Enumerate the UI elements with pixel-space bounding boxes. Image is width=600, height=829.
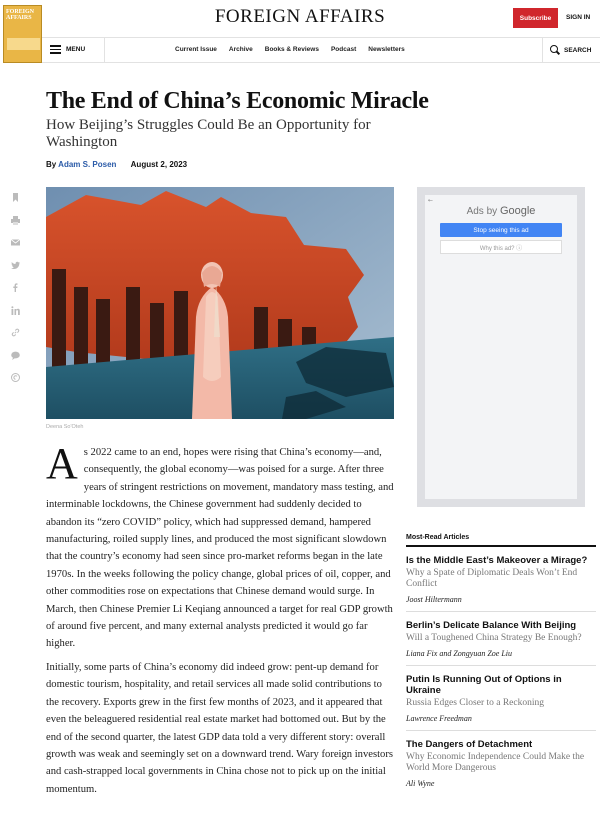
most-read-subtitle: Will a Toughened China Strategy Be Enough? <box>406 633 582 643</box>
most-read-subtitle: Russia Edges Closer to a Reckoning <box>406 698 544 708</box>
most-read-item[interactable] <box>406 547 596 612</box>
most-read-title[interactable]: The Dangers of Detachment <box>406 739 533 750</box>
image-credit: Deena So'Oteh <box>46 424 84 430</box>
bookmark-icon[interactable] <box>11 193 20 202</box>
share-rail <box>11 193 23 396</box>
most-read-item[interactable] <box>406 731 596 795</box>
ads-by-google-label: Ads by Google <box>466 205 536 217</box>
hamburger-icon <box>50 45 61 54</box>
most-read-heading: Most-Read Articles <box>406 534 596 547</box>
facebook-icon[interactable] <box>11 283 20 292</box>
nav-link-books-reviews[interactable]: Books & Reviews <box>264 46 319 53</box>
twitter-icon[interactable] <box>11 261 20 270</box>
menu-button[interactable] <box>50 45 85 54</box>
nav-link-podcast[interactable]: Podcast <box>330 46 357 53</box>
top-header <box>0 0 600 37</box>
most-read-title[interactable]: Is the Middle East’s Makeover a Mirage? <box>406 555 588 566</box>
google-wordmark: Google <box>499 205 536 217</box>
reprint-icon[interactable] <box>11 373 20 382</box>
search-icon <box>550 45 560 55</box>
ad-panel <box>425 195 577 499</box>
sign-in-link[interactable]: SIGN IN <box>566 14 591 21</box>
most-read-item[interactable] <box>406 666 596 731</box>
most-read-author: Lawrence Freedman <box>406 714 472 723</box>
most-read-title[interactable]: Berlin’s Delicate Balance With Beijing <box>406 620 577 631</box>
most-read-item[interactable] <box>406 612 596 666</box>
most-read-subtitle: Why Economic Independence Could Make the World More Dangerous <box>406 752 585 773</box>
most-read-title[interactable]: Putin Is Running Out of Options in Ukraine <box>406 674 562 696</box>
email-icon[interactable] <box>11 238 20 247</box>
nav-links <box>175 46 405 53</box>
linkedin-icon[interactable] <box>11 306 20 315</box>
byline <box>46 160 187 169</box>
search-button[interactable] <box>550 45 591 55</box>
article-paragraph-1: As 2022 came to an end, hopes were rising that China’s economy—and, consequently, the global economy—was poised for a surge. After three years of stringent restrictions on movement, mandatory mass testing, and interminable lockdowns, the Chinese government had suddenly decided to abandon its “zero COVID” policy, which had suppressed demand, hampered manufacturing, roiled supply lines, and produced the most significant slowdown that the country’s economy had seen since pro-market reforms began in the late 1970s. In the weeks following the policy change, global prices of oil, copper, and other commodities rose on expectations that Chinese demand would surge. In March, then Chinese Premier Li Keqiang announced a target for real GDP growth of around five percent, and many external analysts predicted it would go far higher. <box>46 439 394 650</box>
nav-link-newsletters[interactable]: Newsletters <box>368 46 405 53</box>
most-read-author: Joost Hiltermann <box>406 595 462 604</box>
article-title: The End of China’s Economic Miracle <box>46 88 429 114</box>
publish-date: August 2, 2023 <box>130 160 188 169</box>
why-this-ad-button[interactable]: Why this ad? ⓘ <box>440 240 562 254</box>
author-link[interactable]: Adam S. Posen <box>58 160 117 169</box>
menu-label: MENU <box>66 46 86 53</box>
stop-seeing-ad-button[interactable]: Stop seeing this ad <box>440 223 562 237</box>
site-logo[interactable]: FOREIGN AFFAIRS <box>214 6 386 27</box>
link-icon[interactable] <box>11 328 20 337</box>
main-nav <box>42 37 600 63</box>
nav-link-archive[interactable]: Archive <box>228 46 253 53</box>
nav-link-current-issue[interactable]: Current Issue <box>175 46 217 53</box>
ad-back-icon[interactable]: ← <box>428 197 434 204</box>
article-paragraph-2: Initially, some parts of China’s economy did indeed grow: pent-up demand for domestic tourism, hospitality, and retail services all made solid contributions to the recovery. Exports grew in the first few months of 2023, and it appeared that even the beleaguered residential real estate market had bottomed out. But by the end of the second quarter, the latest GDP data told a very different story: overall growth was weak and seemingly set on a downward trend. Wary foreign investors and cash-strapped local governments in China chose not to pick up on the initial momentum. <box>46 661 393 795</box>
most-read-author: Ali Wyne <box>406 779 435 788</box>
ad-container <box>417 187 585 507</box>
most-read-author: Liana Fix and Zongyuan Zoe Liu <box>406 649 513 658</box>
most-read-subtitle: Why a Spate of Diplomatic Deals Won’t End Conflict <box>406 568 578 589</box>
comment-icon[interactable] <box>11 351 20 360</box>
search-label: SEARCH <box>564 46 592 54</box>
byline-prefix: By <box>46 160 57 169</box>
drop-cap: A <box>46 439 78 488</box>
magazine-cover-title: FOREIGN AFFAIRS <box>6 9 35 21</box>
subscribe-button[interactable]: Subscribe <box>513 8 558 28</box>
article-body <box>46 439 396 804</box>
most-read-articles <box>406 534 596 795</box>
print-icon[interactable] <box>11 216 20 225</box>
hero-illustration <box>46 187 394 419</box>
article-subtitle: How Beijing’s Struggles Could Be an Opportunity for Washington <box>46 117 371 150</box>
